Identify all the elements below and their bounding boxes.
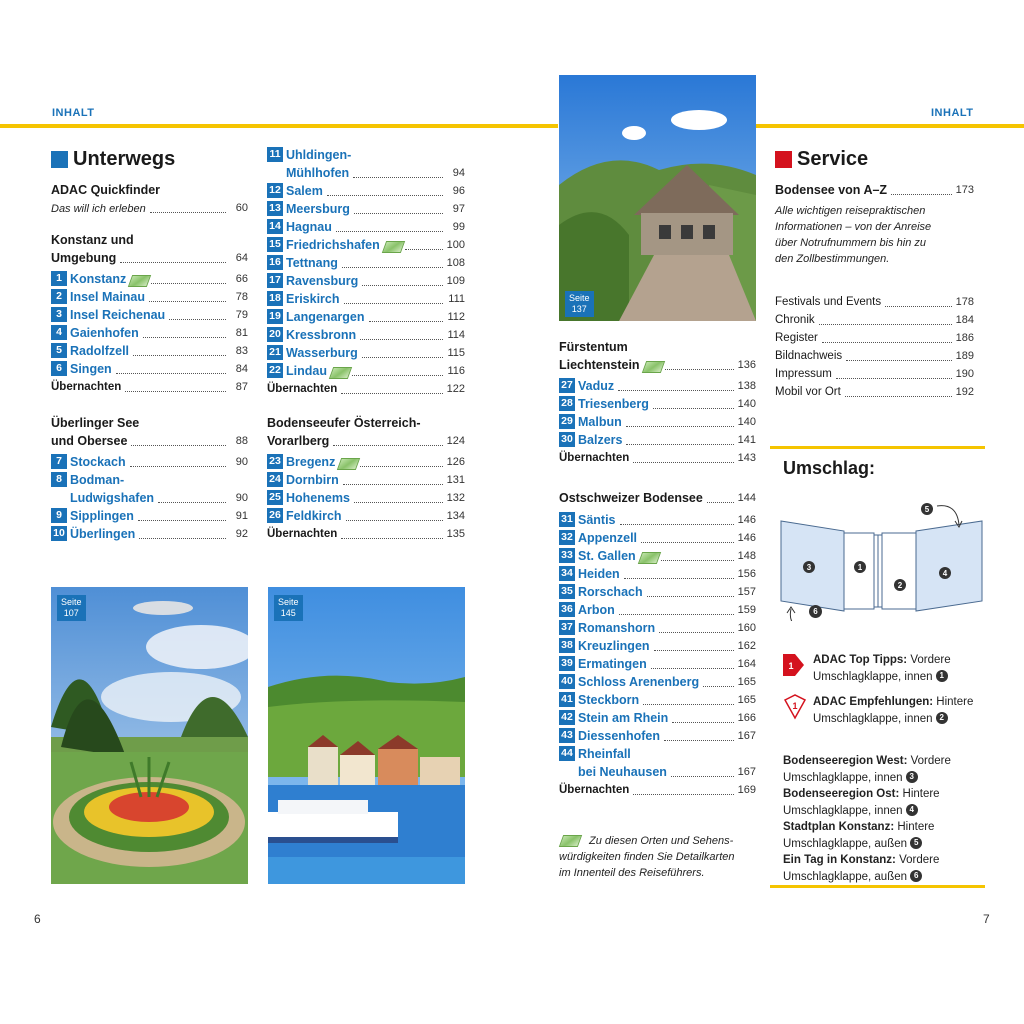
toc-row[interactable]: Umgebung 64	[51, 251, 248, 265]
group-title: Bodenseeufer Österreich-	[267, 416, 421, 430]
toc-column-1	[51, 148, 248, 557]
detail-map-icon	[384, 241, 401, 251]
detail-map-icon	[339, 458, 356, 468]
page-badge[interactable]: Seite 107	[57, 595, 86, 621]
photo-zeppelin-garden	[51, 587, 248, 884]
top-tipp-arrow-icon	[783, 652, 805, 678]
running-head-left: INHALT	[52, 107, 95, 119]
diagram-number-6: 6	[809, 605, 822, 618]
toc-entry[interactable]: 37 Romanshorn 160	[559, 619, 756, 637]
group-title: Überlinger See	[51, 416, 140, 430]
reference-number: 3	[906, 771, 918, 783]
toc-entry[interactable]: 23 Bregenz 126	[267, 453, 465, 471]
umschlag-top-rule	[770, 446, 985, 449]
toc-entry[interactable]: 6 Singen 84	[51, 360, 248, 378]
reference-number: 4	[906, 804, 918, 816]
page-number-left: 6	[34, 912, 41, 926]
toc-entry[interactable]: 5 Radolfzell 83	[51, 342, 248, 360]
cover-note: Bodenseeregion Ost: Hintere	[783, 788, 940, 800]
toc-entry[interactable]: 10 Überlingen 92	[51, 525, 248, 543]
toc-entry[interactable]: 9 Sipplingen 91	[51, 507, 248, 525]
toc-row-overnight[interactable]: Übernachten 87	[51, 381, 248, 393]
toc-entry[interactable]: 30 Balzers 141	[559, 431, 756, 449]
yellow-rule-right	[756, 124, 1024, 128]
toc-row[interactable]: Mobil vor Ort 192	[775, 386, 974, 398]
toc-entry[interactable]: 36 Arbon 159	[559, 601, 756, 619]
toc-row-overnight[interactable]: Übernachten 143	[559, 452, 756, 464]
toc-entry[interactable]: 27 Vaduz 138	[559, 377, 756, 395]
diagram-number: 1	[857, 563, 863, 572]
toc-entry[interactable]: 44 Rheinfall bei Neuhausen 167	[559, 745, 756, 781]
page-number-right: 7	[983, 912, 990, 926]
empfehlung-diamond-icon	[783, 694, 807, 720]
toc-entry[interactable]: 25 Hohenems 132	[267, 489, 465, 507]
photo-stein-am-rhein	[268, 587, 465, 884]
toc-row[interactable]: Das will ich erleben 60	[51, 202, 248, 215]
group-ueberlingen	[51, 414, 248, 543]
toc-entry[interactable]: 38 Kreuzlingen 162	[559, 637, 756, 655]
red-square-icon	[775, 151, 792, 168]
toc-entry[interactable]: 28 Triesenberg 140	[559, 395, 756, 413]
umschlag-title: Umschlag:	[783, 458, 876, 478]
legend-top-tipps: 1 ADAC Top Tipps: Vordere Umschlagklappe, innen 1	[783, 652, 983, 685]
photo-mountain-hut	[559, 75, 756, 321]
group-konstanz	[51, 231, 248, 396]
group-title: ADAC Quickfinder	[51, 183, 161, 197]
detail-map-icon	[130, 275, 147, 285]
toc-column-3	[559, 338, 756, 881]
toc-row[interactable]: Liechtenstein 136	[559, 358, 756, 372]
detail-map-icon	[561, 835, 578, 845]
mountain-hut-image	[559, 75, 756, 321]
section-title-unterwegs: Unterwegs	[51, 148, 248, 171]
toc-entry[interactable]: 15 Friedrichshafen 100	[267, 236, 465, 254]
cover-note: Bodenseeregion West: Vordere	[783, 755, 951, 767]
toc-row-overnight[interactable]: Übernachten 169	[559, 784, 756, 796]
toc-row[interactable]: Vorarlberg 124	[267, 434, 465, 448]
toc-row[interactable]: Bodensee von A–Z 173	[775, 183, 974, 197]
toc-entry[interactable]: 1 Konstanz 66	[51, 270, 248, 288]
yellow-rule-left	[0, 124, 558, 128]
toc-entry[interactable]: 8 Bodman- Ludwigshafen 90	[51, 471, 248, 507]
toc-row-overnight[interactable]: Übernachten 122	[267, 383, 465, 395]
cover-note: Ein Tag in Konstanz: Vordere	[783, 854, 940, 866]
reference-number: 6	[910, 870, 922, 882]
toc-entry[interactable]: 42 Stein am Rhein 166	[559, 709, 756, 727]
reference-number: 5	[910, 837, 922, 849]
toc-entry[interactable]: 17 Ravensburg 109	[267, 272, 465, 290]
running-head-right: INHALT	[931, 107, 974, 119]
toc-entry[interactable]: 18 Eriskirch 111	[267, 290, 465, 308]
cover-fold-diagram	[779, 481, 984, 621]
group-ostschweiz	[559, 489, 756, 799]
toc-entry[interactable]: 4 Gaienhofen 81	[51, 324, 248, 342]
toc-entry[interactable]: 29 Malbun 140	[559, 413, 756, 431]
toc-row[interactable]: Impressum 190	[775, 368, 974, 380]
group-liechtenstein	[559, 338, 756, 467]
reference-number: 2	[936, 712, 948, 724]
svg-text:1: 1	[792, 701, 798, 711]
toc-row[interactable]: Chronik 184	[775, 314, 974, 326]
blue-square-icon	[51, 151, 68, 168]
toc-entry[interactable]: 39 Ermatingen 164	[559, 655, 756, 673]
toc-entry[interactable]: 12 Salem 96	[267, 182, 465, 200]
cover-notes: Bodenseeregion West: Vordere Umschlagklappe, innen 3 Bodenseeregion Ost: Hintere Umschlagklappe, innen 4 Stadtplan Konstanz: Hintere Umschlagklappe, außen 5 Ein Tag in Konstanz: Vordere Umschlagklappe, außen 6	[783, 753, 983, 885]
umschlag-bottom-rule	[770, 885, 985, 888]
toc-entry[interactable]: 20 Kressbronn 114	[267, 326, 465, 344]
toc-entry[interactable]: 24 Dornbirn 131	[267, 471, 465, 489]
toc-entry[interactable]: 26 Feldkirch 134	[267, 507, 465, 525]
toc-entry[interactable]: 33 St. Gallen 148	[559, 547, 756, 565]
az-description: Alle wichtigen reisepraktischen Informationen – von der Anreise über Notrufnummern bis hin zu den Zollbestimmungen.	[775, 205, 932, 265]
toc-entry[interactable]: 35 Rorschach 157	[559, 583, 756, 601]
toc-entry[interactable]: 11 Uhldingen- Mühlhofen 94	[267, 146, 465, 182]
toc-row[interactable]: Register 186	[775, 332, 974, 344]
toc-row[interactable]: Ostschweizer Bodensee 144	[559, 491, 756, 505]
detail-map-icon	[644, 361, 661, 371]
toc-entry[interactable]: 19 Langenargen 112	[267, 308, 465, 326]
toc-entry[interactable]: 13 Meersburg 97	[267, 200, 465, 218]
toc-entry[interactable]: 21 Wasserburg 115	[267, 344, 465, 362]
toc-column-2	[267, 146, 465, 557]
group-title: Fürstentum	[559, 340, 628, 354]
section-title-service: Service	[775, 148, 974, 171]
toc-row[interactable]: Festivals und Events 178	[775, 296, 974, 308]
page-badge[interactable]: Seite 137	[565, 291, 594, 317]
diagram-number: 3	[806, 563, 812, 572]
toc-entry[interactable]: 16 Tettnang 108	[267, 254, 465, 272]
toc-entry[interactable]: 41 Steckborn 165	[559, 691, 756, 709]
diagram-number: 4	[942, 569, 948, 578]
toc-entry[interactable]: 22 Lindau 116	[267, 362, 465, 380]
toc-entry[interactable]: 32 Appenzell 146	[559, 529, 756, 547]
toc-entry[interactable]: 40 Schloss Arenenberg 165	[559, 673, 756, 691]
umschlag-section	[783, 458, 983, 885]
group-quickfinder	[51, 181, 248, 217]
page-badge[interactable]: Seite 145	[274, 595, 303, 621]
diagram-number: 5	[924, 505, 930, 514]
toc-entry[interactable]: 34 Heiden 156	[559, 565, 756, 583]
toc-entry[interactable]: 43 Diessenhofen 167	[559, 727, 756, 745]
detail-map-icon	[640, 552, 657, 562]
zeppelin-garden-image	[51, 587, 248, 884]
toc-entry[interactable]: 3 Insel Reichenau 79	[51, 306, 248, 324]
group-austria	[267, 414, 465, 543]
toc-entry[interactable]: 14 Hagnau 99	[267, 218, 465, 236]
reference-number: 1	[936, 670, 948, 682]
legend-empfehlungen: 1 ADAC Empfehlungen: Hintere Umschlagklappe, innen 2	[783, 694, 983, 727]
stein-am-rhein-image	[268, 587, 465, 884]
group-title: Konstanz und	[51, 233, 134, 247]
toc-entry[interactable]: 7 Stockach 90	[51, 453, 248, 471]
toc-row[interactable]: und Obersee 88	[51, 434, 248, 448]
toc-row[interactable]: Bildnachweis 189	[775, 350, 974, 362]
toc-entry[interactable]: 31 Säntis 146	[559, 511, 756, 529]
diagram-number: 2	[897, 581, 903, 590]
service-column	[775, 148, 974, 401]
map-note: Zu diesen Orten und Sehens- würdigkeiten finden Sie Detailkarten im Innenteil des Reiseführers.	[559, 835, 735, 879]
detail-map-icon	[331, 367, 348, 377]
cover-note: Stadtplan Konstanz: Hintere	[783, 821, 935, 833]
svg-text:1: 1	[788, 661, 794, 671]
toc-entry[interactable]: 2 Insel Mainau 78	[51, 288, 248, 306]
toc-row-overnight[interactable]: Übernachten 135	[267, 528, 465, 540]
